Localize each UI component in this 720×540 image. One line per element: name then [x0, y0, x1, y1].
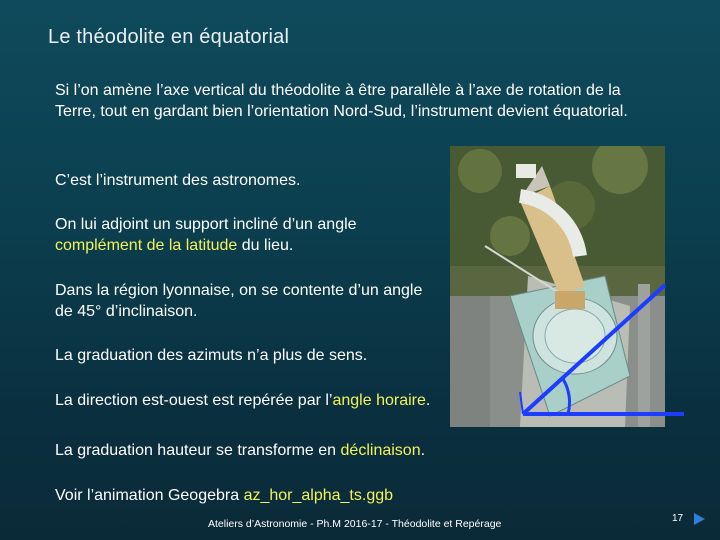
- page-number: 17: [672, 513, 684, 524]
- hour-angle-term: angle horaire: [332, 392, 426, 409]
- declination-suffix: .: [420, 442, 426, 459]
- footer-text: Ateliers d’Astronomie - Ph.M 2016-17 - Théodolite et Repérage: [208, 518, 502, 530]
- paragraph-astronomers: C’est l’instrument des astronomes.: [55, 172, 301, 189]
- declination-text: La graduation hauteur se transforme en: [55, 442, 337, 459]
- geogebra-text: Voir l’animation Geogebra: [55, 487, 240, 504]
- hour-angle-text: La direction est-ouest est repérée par l’: [55, 392, 333, 409]
- paragraph-azimuth: La graduation des azimuts n’a plus de sens.: [55, 347, 368, 364]
- play-arrow-icon[interactable]: [694, 513, 705, 525]
- inclined-line: [523, 285, 665, 414]
- geogebra-file-link[interactable]: az_hor_alpha_ts.ggb: [243, 487, 394, 504]
- tick-mark: [520, 392, 523, 414]
- declination-term: déclinaison: [340, 442, 421, 459]
- slide-title: Le théodolite en équatorial: [48, 26, 290, 48]
- angle-arc: [563, 379, 570, 414]
- paragraph-inclination: Dans la région lyonnaise, on se contente d’un angle de 45° d’inclinaison.: [55, 282, 423, 320]
- latitude-complement-link: complément de la latitude: [55, 237, 238, 254]
- hour-angle-suffix: .: [425, 392, 431, 409]
- paragraph-equatorial: Si l’on amène l’axe vertical du théodolite à être parallèle à l’axe de rotation de la Terre, tout en gardant bien l’orientation Nord-Sud, l’instrument devient équatorial.: [55, 82, 628, 120]
- support-suffix: du lieu.: [241, 237, 294, 254]
- support-text: On lui adjoint un support incliné d’un angle: [55, 216, 357, 233]
